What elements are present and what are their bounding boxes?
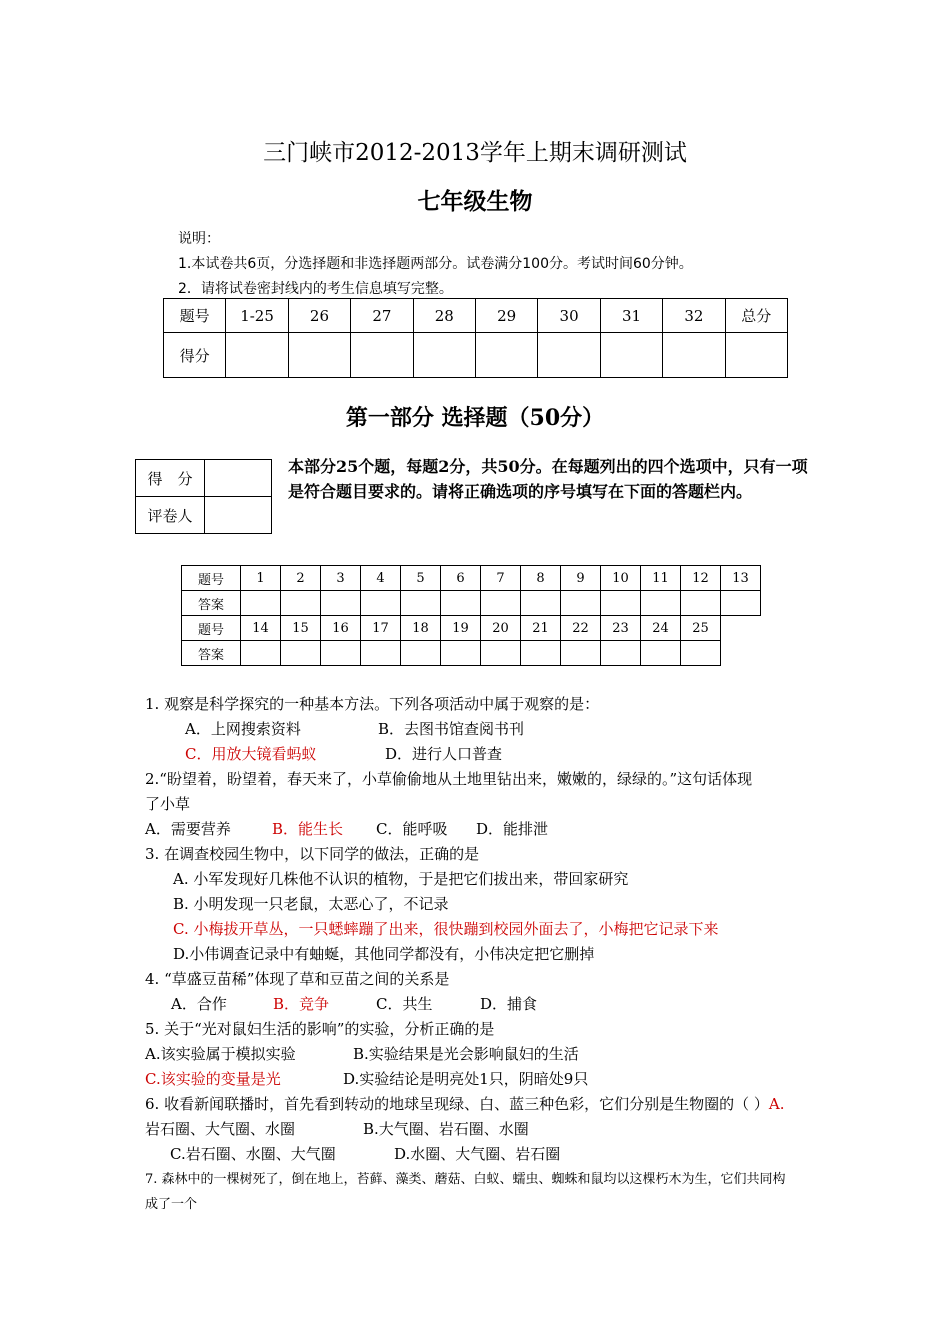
q1-option-a: A．上网搜索资料 [185,720,301,738]
q6-stem-line [145,1092,845,1117]
answer-empty [721,616,761,641]
answer-qnum: 20 [481,616,521,641]
grader-label-score: 得 分 [136,460,205,497]
q6-stem: 6. 收看新闻联播时，首先看到转动的地球呈现绿、白、蓝三种色彩，它们分别是生物圈的 [145,1095,735,1113]
answer-label: 题号 [182,566,241,591]
notes-label: 说明： [178,231,220,247]
q6-option-d: D.水圈、大气圈、岩石圈 [394,1145,561,1163]
q3-option-c: C. 小梅拔开草丛，一只蟋蟀蹦了出来，很快蹦到校园外面去了，小梅把它记录下来 [173,920,719,938]
q2-stem-line1: 2.“盼望着，盼望着，春天来了，小草偷偷地从土地里钻出来，嫩嫩的，绿绿的。”这句话体现 [145,770,753,788]
answer-cell[interactable] [241,591,281,616]
q4-option-c: C．共生 [376,995,433,1013]
score-cell[interactable] [725,333,787,378]
score-header-cell: 31 [600,299,662,333]
answer-qnum: 19 [441,616,481,641]
answer-cell[interactable] [281,641,321,666]
grader-label-reviewer: 评卷人 [136,497,205,534]
answer-qnum: 4 [361,566,401,591]
answer-cell[interactable] [241,641,281,666]
answer-label: 答案 [182,591,241,616]
score-value-row [164,333,788,378]
answer-cell[interactable] [641,591,681,616]
answer-cell[interactable] [601,591,641,616]
answer-cell[interactable] [321,641,361,666]
answer-cell[interactable] [481,591,521,616]
notes-line-2: 2．请将试卷密封线内的考生信息填写完整。 [178,281,453,297]
score-cell[interactable] [475,333,537,378]
q2-stem-line2: 了小草 [145,795,191,813]
score-header-cell: 29 [475,299,537,333]
answer-qnum: 18 [401,616,441,641]
answer-qnum: 6 [441,566,481,591]
answer-label: 题号 [182,616,241,641]
section-title: 第一部分 选择题（50分） [345,405,605,431]
answer-table [181,565,761,666]
q3-option-d: D.小伟调查记录中有蚰蜒，其他同学都没有，小伟决定把它删掉 [173,945,595,963]
q2-option-c: C．能呼吸 [376,820,448,838]
score-row-label: 得分 [164,333,226,378]
score-header-cell: 题号 [164,299,226,333]
answer-cell[interactable] [361,591,401,616]
grader-table [135,459,272,534]
answer-cell[interactable] [521,591,561,616]
answer-cell[interactable] [441,591,481,616]
q1-stem: 1. 观察是科学探究的一种基本方法。下列各项活动中属于观察的是： [145,695,600,713]
q5-option-c: C.该实验的变量是光 [145,1070,281,1088]
answer-cell[interactable] [401,591,441,616]
score-cell[interactable] [288,333,350,378]
q5-stem: 5. 关于“光对鼠妇生活的影响”的实验，分析正确的是 [145,1020,495,1038]
score-cell[interactable] [538,333,600,378]
score-header-row [164,299,788,333]
q4-option-a: A．合作 [171,995,227,1013]
answer-cell[interactable] [481,641,521,666]
score-table [163,298,788,378]
answer-qnum: 16 [321,616,361,641]
q3-stem: 3. 在调查校园生物中，以下同学的做法，正确的是 [145,845,480,863]
q2-option-d: D．能排泄 [476,820,549,838]
score-header-cell: 总分 [725,299,787,333]
q3-option-b: B. 小明发现一只老鼠，太恶心了，不记录 [173,895,449,913]
q6-option-b: B.大气圈、岩石圈、水圈 [363,1120,529,1138]
answer-qnum: 2 [281,566,321,591]
answer-qnum: 1 [241,566,281,591]
answer-label: 答案 [182,641,241,666]
q4-stem: 4. “草盛豆苗稀”体现了草和豆苗之间的关系是 [145,970,450,988]
score-cell[interactable] [351,333,413,378]
answer-cell[interactable] [561,591,601,616]
score-cell[interactable] [226,333,288,378]
answer-cell[interactable] [681,591,721,616]
q5-option-a: A.该实验属于模拟实验 [145,1045,296,1063]
answer-qnum: 15 [281,616,321,641]
score-header-cell: 1-25 [226,299,288,333]
answer-cell[interactable] [321,591,361,616]
answer-cell[interactable] [681,641,721,666]
score-cell[interactable] [413,333,475,378]
page-title: 三门峡市2012-2013学年上期末调研测试 [263,140,687,166]
score-header-cell: 28 [413,299,475,333]
answer-cell[interactable] [641,641,681,666]
answer-empty [721,641,761,666]
q1-option-d: D．进行人口普查 [385,745,503,763]
answer-qnum: 21 [521,616,561,641]
q3-option-a: A. 小军发现好几株他不认识的植物，于是把它们拔出来，带回家研究 [173,870,629,888]
score-header-cell: 27 [351,299,413,333]
q7-stem-line1: 7. 森林中的一棵树死了，倒在地上，苔藓、藻类、蘑菇、白蚁、蠕虫、蜘蛛和鼠均以这棵朽木为生，它们共同构 [145,1172,786,1187]
q2-option-b: B．能生长 [272,820,344,838]
page-subtitle: 七年级生物 [417,188,533,215]
answer-cell[interactable] [361,641,401,666]
score-header-cell: 32 [663,299,725,333]
answer-qnum: 9 [561,566,601,591]
q6-option-c: C.岩石圈、水圈、大气圈 [170,1145,336,1163]
q1-option-c: C．用放大镜看蚂蚁 [185,745,317,763]
answer-qnum: 17 [361,616,401,641]
answer-qnum: 25 [681,616,721,641]
answer-qnum: 13 [721,566,761,591]
score-cell[interactable] [663,333,725,378]
answer-qnum: 7 [481,566,521,591]
answer-qnum: 5 [401,566,441,591]
answer-qnum: 12 [681,566,721,591]
section-instructions: 本部分25个题，每题2分，共50分。在每题列出的四个选项中，只有一项是符合题目要求的。请将正确选项的序号填写在下面的答题栏内。 [288,457,808,501]
answer-cell[interactable] [401,641,441,666]
answer-qnum: 3 [321,566,361,591]
answer-qnum: 24 [641,616,681,641]
q1-option-b: B．去图书馆查阅书刊 [378,720,525,738]
q7-stem-line2: 成了一个 [145,1197,198,1212]
answer-cell[interactable] [561,641,601,666]
answer-cell[interactable] [521,641,561,666]
answer-cell[interactable] [441,641,481,666]
q5-option-b: B.实验结果是光会影响鼠妇的生活 [353,1045,579,1063]
grader-reviewer-cell[interactable] [205,497,272,534]
q4-option-d: D．捕食 [480,995,538,1013]
q5-option-d: D.实验结论是明亮处1只，阴暗处9只 [343,1070,589,1088]
answer-cell[interactable] [281,591,321,616]
answer-qnum: 22 [561,616,601,641]
answer-cell[interactable] [601,641,641,666]
answer-qnum: 14 [241,616,281,641]
q4-option-b: B．竞争 [273,995,330,1013]
answer-cell[interactable] [721,591,761,616]
score-cell[interactable] [600,333,662,378]
answer-qnum: 23 [601,616,641,641]
answer-qnum: 11 [641,566,681,591]
answer-qnum: 10 [601,566,641,591]
q2-option-a: A．需要营养 [145,820,231,838]
score-header-cell: 30 [538,299,600,333]
answer-qnum: 8 [521,566,561,591]
q6-option-a-prefix: A. [768,1095,785,1113]
notes-line-1: 1.本试卷共6页，分选择题和非选择题两部分。试卷满分100分。考试时间60分钟。 [178,256,693,272]
q6-blank: （ ） [734,1095,769,1113]
grader-score-cell[interactable] [205,460,272,497]
q6-option-a: 岩石圈、大气圈、水圈 [145,1120,296,1138]
score-header-cell: 26 [288,299,350,333]
